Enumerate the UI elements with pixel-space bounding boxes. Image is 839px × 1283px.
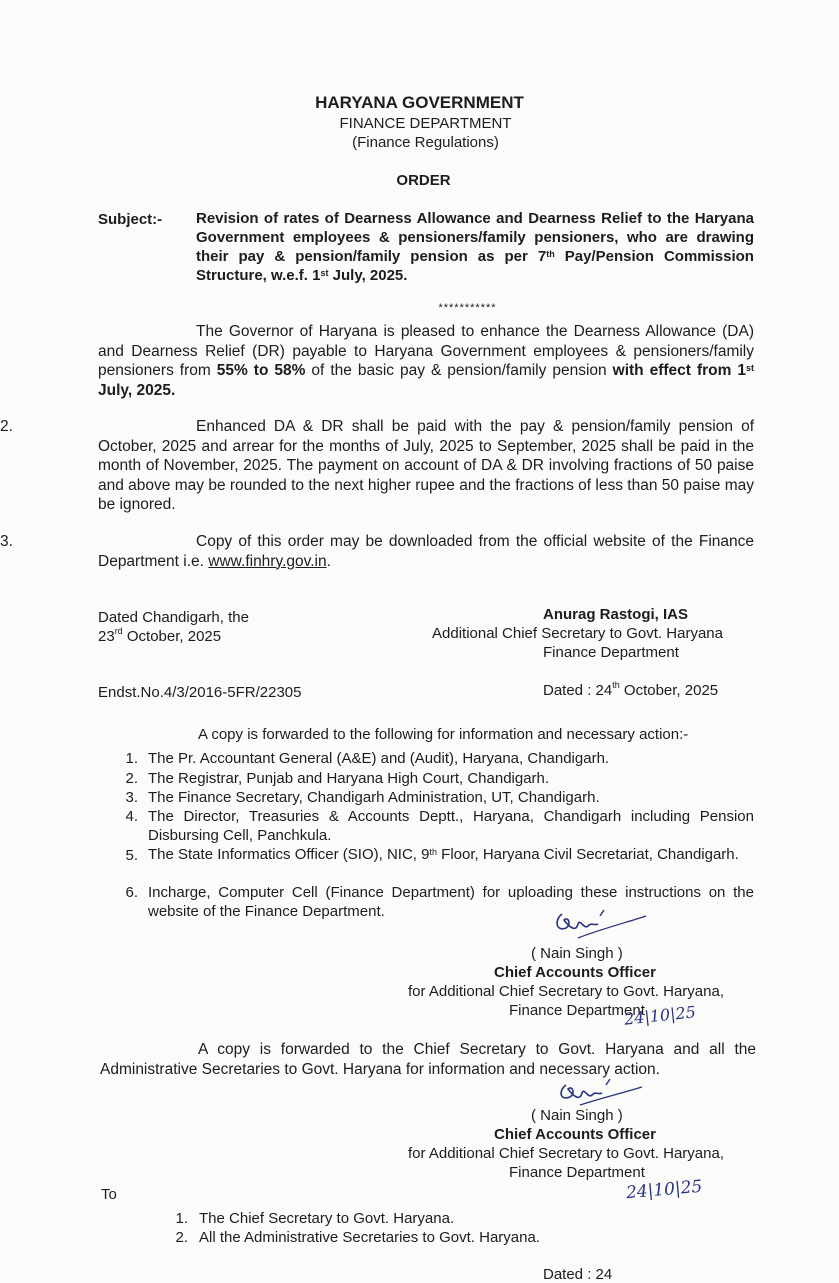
officer-title-1: Chief Accounts Officer — [494, 964, 656, 981]
separator: *********** — [438, 302, 497, 314]
list-item: The Finance Secretary, Chandigarh Administration, UT, Chandigarh. — [148, 789, 600, 806]
subject-label: Subject:- — [98, 211, 163, 228]
paragraph-3: 3. Copy of this order may be downloaded from the official website of the Finance Department i.e. www.finhry.gov.in. — [0, 533, 754, 570]
order-heading: ORDER — [396, 172, 451, 189]
dated-place: Dated Chandigarh, the — [98, 609, 249, 626]
list-item-number: 2. — [125, 770, 138, 787]
officer-title-2: Chief Accounts Officer — [494, 1126, 656, 1143]
to-item: All the Administrative Secretaries to Govt. Haryana. — [199, 1229, 540, 1246]
list-item-number: 4. — [125, 808, 138, 825]
list-item: The Director, Treasuries & Accounts Deptt., Haryana, Chandigarh including Pension Disbursing Cell, Panchkula. — [148, 808, 754, 844]
to-item: The Chief Secretary to Govt. Haryana. — [199, 1210, 455, 1227]
to-label: To — [101, 1186, 117, 1203]
list-item-number: 5. — [125, 847, 138, 864]
officer-department-1: Finance Department — [509, 1002, 645, 1019]
list-item-number: 6. — [125, 884, 138, 901]
officer-for-line-1: for Additional Chief Secretary to Govt. Haryana, — [408, 983, 724, 1000]
officer-department-2: Finance Department — [509, 1164, 645, 1181]
paragraph-1: The Governor of Haryana is pleased to enhance the Dearness Allowance (DA) and Dearness Relief (DR) payable to Haryana Government employees & pensioners/family pensioners from 55% to 58% of the basic pay & pension/family pension with effect from 1st July, 2025. — [98, 323, 754, 399]
officer-name-1: ( Nain Singh ) — [531, 945, 623, 962]
list-item-number: 1. — [125, 750, 138, 767]
list-item: The Pr. Accountant General (A&E) and (Audit), Haryana, Chandigarh. — [148, 750, 610, 767]
to-item-number: 2. — [175, 1229, 188, 1246]
handwritten-date-1: 24|10|25 — [623, 1002, 697, 1029]
signatory-designation: Additional Chief Secretary to Govt. Haryana — [432, 625, 723, 642]
government-title: HARYANA GOVERNMENT — [315, 93, 524, 112]
officer-name-2: ( Nain Singh ) — [531, 1107, 623, 1124]
list-item: The Registrar, Punjab and Haryana High Court, Chandigarh. — [148, 770, 550, 787]
paragraph-2: 2. Enhanced DA & DR shall be paid with the pay & pension/family pension of October, 2025 and arrear for the months of July, 2025 to September, 2025 shall be paid in the month of November, 2025. The payment on account of DA & DR involving fractions of 50 paise and above may be rounded to the next higher rupee and the fractions of less than 50 paise may be ignored. — [0, 418, 754, 513]
list-item: The State Informatics Officer (SIO), NIC, 9th Floor, Haryana Civil Secretariat, Chandigarh. — [148, 846, 739, 863]
dated-date: 23rd October, 2025 — [98, 626, 222, 645]
list-item-number: 3. — [125, 789, 138, 806]
handwritten-date-2: 24|10|25 — [625, 1176, 704, 1204]
signatory-department: Finance Department — [543, 644, 679, 661]
endorsement-intro: A copy is forwarded to the following for information and necessary action:- — [198, 726, 689, 743]
subject-text: Revision of rates of Dearness Allowance and Dearness Relief to the Haryana Government employees & pensioners/family pensioners, who are drawing their pay & pension/family pension as per 7th Pay/Pension Commission Structure, w.e.f. 1st July, 2025. — [196, 210, 754, 284]
signatory-name: Anurag Rastogi, IAS — [543, 606, 689, 623]
website-link[interactable]: www.finhry.gov.in — [208, 552, 327, 570]
section-title: (Finance Regulations) — [352, 134, 499, 151]
cut-off-date-line: Dated : 24 — [543, 1266, 613, 1283]
second-copy-paragraph: A copy is forwarded to the Chief Secretary to Govt. Haryana and all the Administrative Secretaries to Govt. Haryana for information and necessary action. — [100, 1041, 756, 1078]
signature-icon — [552, 1075, 652, 1111]
endorsement-date: Dated : 24th October, 2025 — [543, 680, 719, 699]
endorsement-number: Endst.No.4/3/2016-5FR/22305 — [98, 684, 302, 701]
to-item-number: 1. — [175, 1210, 188, 1227]
officer-for-line-2: for Additional Chief Secretary to Govt. Haryana, — [408, 1145, 724, 1162]
department-title: FINANCE DEPARTMENT — [339, 115, 512, 132]
list-item: Incharge, Computer Cell (Finance Department) for uploading these instructions on the website of the Finance Department. — [148, 884, 754, 920]
